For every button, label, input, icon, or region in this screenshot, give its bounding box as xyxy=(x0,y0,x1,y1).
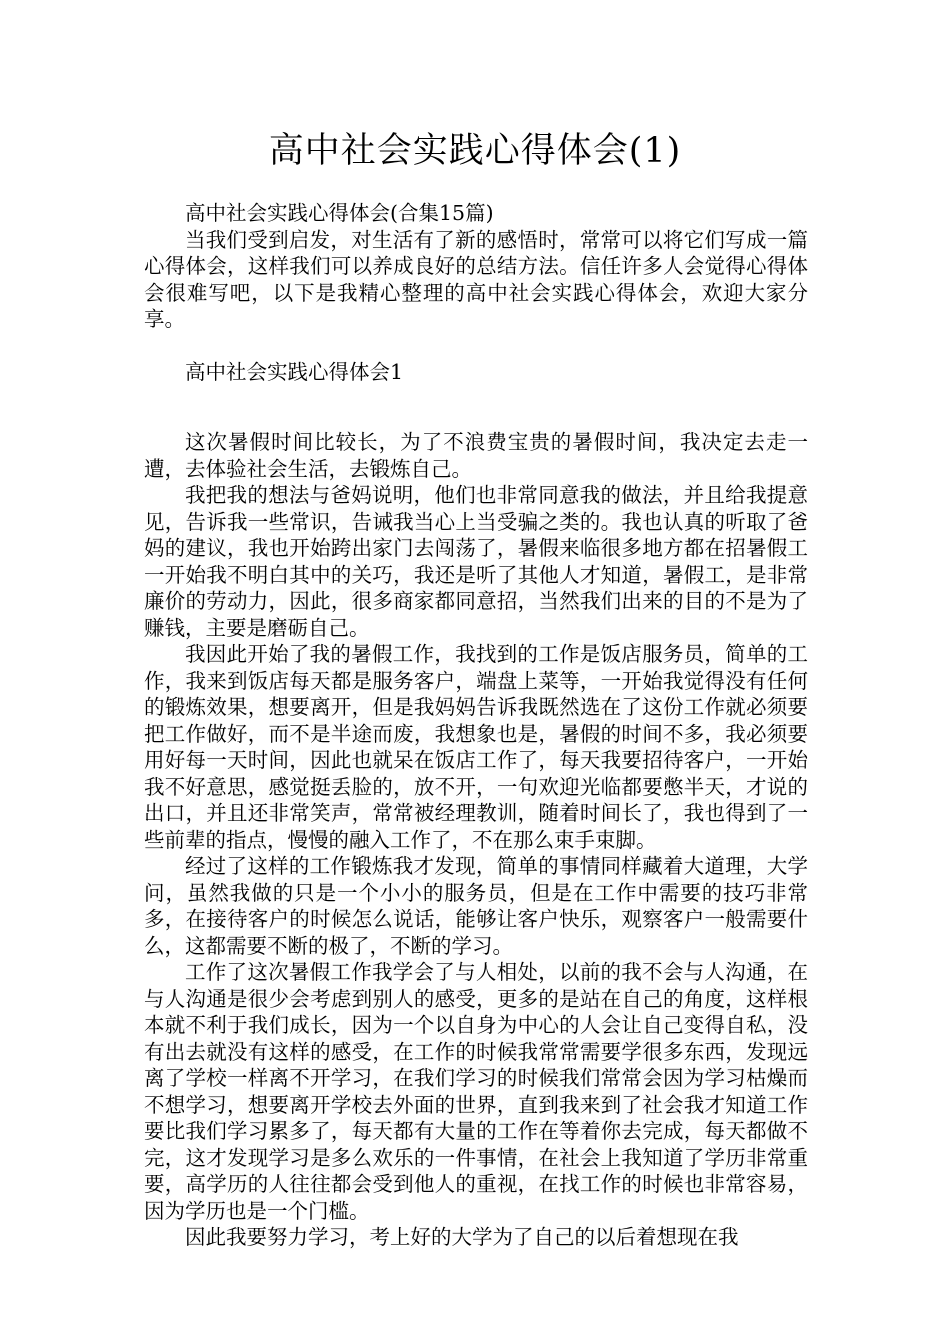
body-paragraph: 这次暑假时间比较长，为了不浪费宝贵的暑假时间，我决定去走一遭，去体验社会生活，去锻炼自己。 xyxy=(144,430,808,481)
document-subtitle: 高中社会实践心得体会(合集15篇) xyxy=(185,201,494,225)
body-paragraph: 因此我要努力学习，考上好的大学为了自己的以后着想现在我 xyxy=(185,1225,739,1249)
intro-paragraph: 当我们受到启发，对生活有了新的感悟时，常常可以将它们写成一篇心得体会，这样我们可以养成良好的总结方法。信任许多人会觉得心得体会很难写吧，以下是我精心整理的高中社会实践心得体会，欢迎大家分享。 xyxy=(144,227,808,331)
section-heading: 高中社会实践心得体会1 xyxy=(185,359,404,384)
document-body xyxy=(144,200,808,1251)
body-paragraph: 我把我的想法与爸妈说明，他们也非常同意我的做法，并且给我提意见，告诉我一些常识，告诫我当心上当受骗之类的。我也认真的听取了爸妈的建议，我也开始跨出家门去闯荡了，暑假来临很多地方都在招暑假工一开始我不明白其中的关巧，我还是听了其他人才知道，暑假工，是非常廉价的劳动力，因此，很多商家都同意招，当然我们出来的目的不是为了赚钱，主要是磨砺自己。 xyxy=(144,483,808,640)
body-paragraph: 经过了这样的工作锻炼我才发现，简单的事情同样藏着大道理，大学问，虽然我做的只是一个小小的服务员，但是在工作中需要的技巧非常多，在接待客户的时候怎么说话，能够让客户快乐，观察客户一般需要什么，这都需要不断的极了，不断的学习。 xyxy=(144,854,808,958)
body-paragraph: 我因此开始了我的暑假工作，我找到的工作是饭店服务员，简单的工作，我来到饭店每天都是服务客户，端盘上菜等，一开始我觉得没有任何的锻炼效果，想要离开，但是我妈妈告诉我既然选在了这份工作就必须要把工作做好，而不是半途而废，我想象也是，暑假的时间不多，我必须要用好每一天时间，因此也就呆在饭店工作了，每天我要招待客户，一开始我不好意思，感觉挺丢脸的，放不开，一句欢迎光临都要憋半天，才说的出口，并且还非常笑声，常常被经理教训，随着时间长了，我也得到了一些前辈的指点，慢慢的融入工作了，不在那么束手束脚。 xyxy=(144,642,808,852)
spacer xyxy=(144,385,808,429)
document-title: 高中社会实践心得体会(1) xyxy=(268,131,682,171)
body-paragraph: 工作了这次暑假工作我学会了与人相处，以前的我不会与人沟通，在与人沟通是很少会考虑到别人的感受，更多的是站在自己的角度，这样根本就不利于我们成长，因为一个以自身为中心的人会让自己变得自私，没有出去就没有这样的感受，在工作的时候我常常需要学很多东西，发现远离了学校一样离不开学习，在我们学习的时候我们常常会因为学习枯燥而不想学习，想要离开学校去外面的世界，直到我来到了社会我才知道工作要比我们学习累多了，每天都有大量的工作在等着你去完成，每天都做不完，这才发现学习是多么欢乐的一件事情，在社会上我知道了学历非常重要，高学历的人往往都会受到他人的重视，在找工作的时候也非常容易，因为学历也是一个门槛。 xyxy=(144,960,808,1223)
spacer xyxy=(144,333,808,359)
